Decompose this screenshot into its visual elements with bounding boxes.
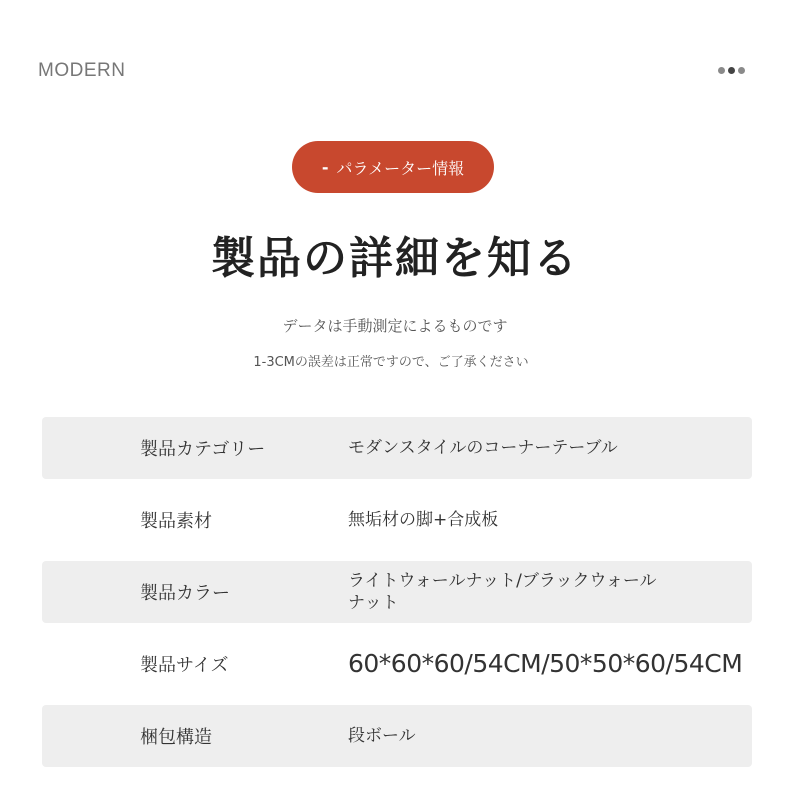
spec-value: 段ボール [348, 726, 416, 746]
spec-label: 製品サイズ [140, 655, 229, 676]
spec-value: 60*60*60/54CM/50*50*60/54CM [348, 649, 743, 678]
spec-row-packaging [42, 705, 752, 767]
dot [728, 67, 735, 74]
more-options-icon[interactable] [718, 67, 745, 74]
spec-row-size [42, 633, 752, 695]
brand-name: MODERN [38, 60, 126, 81]
dot [738, 67, 745, 74]
spec-row-material [42, 489, 752, 551]
dot [718, 67, 725, 74]
parameter-info-badge [292, 141, 494, 193]
measurement-note: データは手動測定によるものです [282, 317, 508, 335]
spec-label: 製品カテゴリー [140, 439, 266, 460]
spec-value: モダンスタイルのコーナーテーブル [348, 438, 618, 458]
spec-value: ライトウォールナット/ブラックウォールナット [348, 571, 657, 613]
page-title: 製品の詳細を知る [211, 233, 579, 284]
spec-row-color [42, 561, 752, 623]
badge-label: パラメーター情報 [336, 158, 465, 178]
spec-label: 梱包構造 [140, 727, 212, 748]
spec-row-category [42, 417, 752, 479]
spec-label: 製品素材 [140, 511, 212, 532]
badge-dash: - [321, 157, 329, 177]
spec-table [42, 417, 752, 777]
spec-value: 無垢材の脚+合成板 [348, 510, 499, 530]
tolerance-note: 1-3CMの誤差は正常ですので、ご了承ください [253, 355, 529, 370]
spec-label: 製品カラー [140, 583, 230, 604]
